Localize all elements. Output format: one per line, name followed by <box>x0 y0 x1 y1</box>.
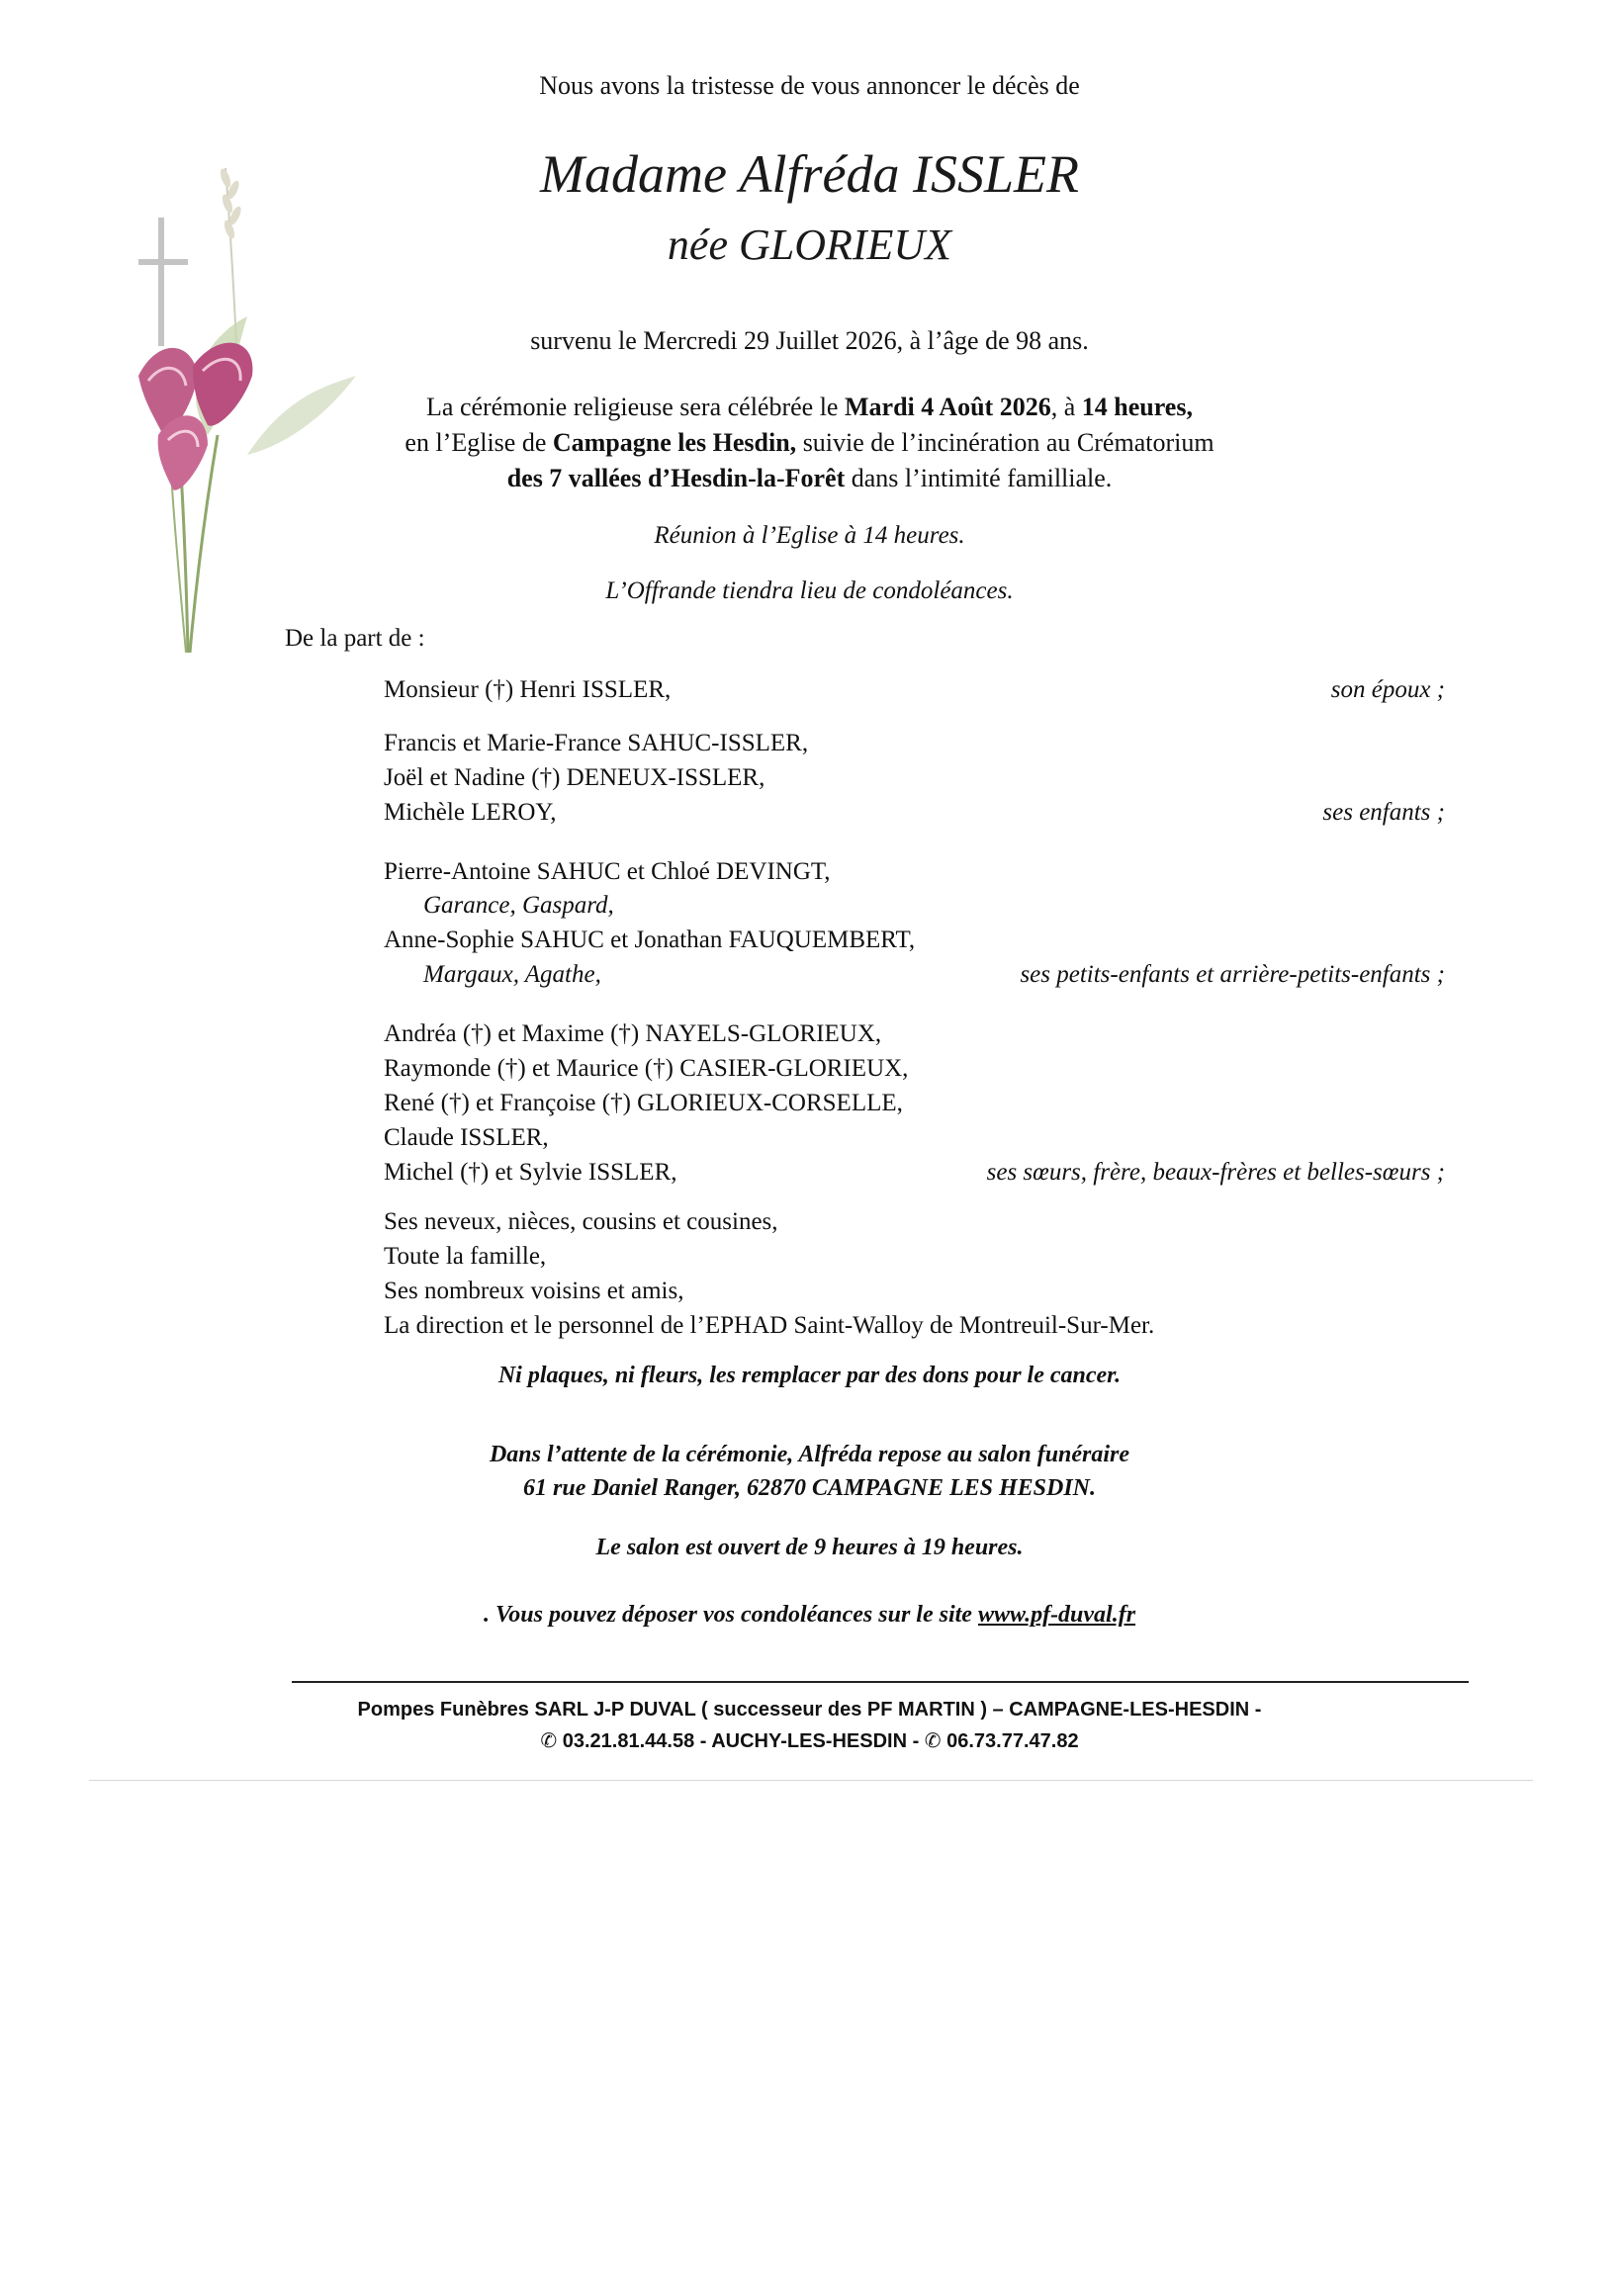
maiden-name: née GLORIEUX <box>667 221 952 269</box>
family-row: Ses nombreux voisins et amis, <box>384 1278 684 1304</box>
footer-divider <box>292 1681 1469 1683</box>
family-row: Claude ISSLER, <box>384 1124 549 1151</box>
family-row: Margaux, Agathe, ses petits-enfants et arrière-petits-enfants ; <box>423 961 1445 988</box>
family-row: Anne-Sophie SAHUC et Jonathan FAUQUEMBERT, <box>384 927 916 953</box>
family-row: Pierre-Antoine SAHUC et Chloé DEVINGT, <box>384 858 831 885</box>
footer-line-1: Pompes Funèbres SARL J-P DUVAL ( successeur des PF MARTIN ) – CAMPAGNE-LES-HESDIN - <box>357 1699 1262 1721</box>
condolences-notice: . Vous pouvez déposer vos condoléances sur le site www.pf-duval.fr <box>483 1602 1136 1628</box>
salon-notice-1: Dans l’attente de la cérémonie, Alfréda repose au salon funéraire <box>489 1442 1130 1467</box>
no-flowers-notice: Ni plaques, ni fleurs, les remplacer par des dons pour le cancer. <box>497 1363 1122 1388</box>
family-row: Monsieur (†) Henri ISSLER, son époux ; <box>384 676 1445 703</box>
deceased-name: Madame Alfréda ISSLER <box>540 144 1079 204</box>
family-row: Michèle LEROY, ses enfants ; <box>384 799 1445 826</box>
family-row: René (†) et Françoise (†) GLORIEUX-CORSELLE, <box>384 1090 903 1116</box>
salon-hours: Le salon est ouvert de 9 heures à 19 heures. <box>595 1535 1024 1560</box>
family-row: Michel (†) et Sylvie ISSLER, ses sœurs, frère, beaux-frères et belles-sœurs ; <box>384 1159 1445 1186</box>
family-row: Andréa (†) et Maxime (†) NAYELS-GLORIEUX, <box>384 1020 882 1047</box>
family-row: Garance, Gaspard, <box>423 892 614 919</box>
page-border-line <box>89 1780 1533 1781</box>
family-row: Toute la famille, <box>384 1243 547 1270</box>
ceremony-line-3: des 7 vallées d’Hesdin-la-Forêt dans l’intimité familliale. <box>506 464 1113 492</box>
family-row: Francis et Marie-France SAHUC-ISSLER, <box>384 730 809 756</box>
salon-notice-2: 61 rue Daniel Ranger, 62870 CAMPAGNE LES HESDIN. <box>523 1475 1096 1501</box>
ceremony-line-1: La cérémonie religieuse sera célébrée le Mardi 4 Août 2026, à 14 heures, <box>426 393 1193 421</box>
family-row: La direction et le personnel de l’EPHAD Saint-Walloy de Montreuil-Sur-Mer. <box>384 1312 1155 1339</box>
family-row: Joël et Nadine (†) DENEUX-ISSLER, <box>384 764 765 791</box>
de-la-part-label: De la part de : <box>285 625 425 652</box>
reunion-text: Réunion à l’Eglise à 14 heures. <box>654 522 965 549</box>
footer-line-2: ✆ 03.21.81.44.58 - AUCHY-LES-HESDIN - ✆ 06.73.77.47.82 <box>540 1730 1079 1752</box>
family-row: Raymonde (†) et Maurice (†) CASIER-GLORIEUX, <box>384 1055 909 1082</box>
family-row: Ses neveux, nièces, cousins et cousines, <box>384 1208 778 1235</box>
condolences-site-link[interactable]: www.pf-duval.fr <box>977 1602 1136 1628</box>
death-line: survenu le Mercredi 29 Juillet 2026, à l’âge de 98 ans. <box>530 326 1089 355</box>
offrande-text: L’Offrande tiendra lieu de condoléances. <box>605 577 1014 604</box>
ceremony-line-2: en l’Eglise de Campagne les Hesdin, suivie de l’incinération au Crématorium <box>405 428 1214 457</box>
intro-text: Nous avons la tristesse de vous annoncer le décès de <box>539 71 1080 100</box>
